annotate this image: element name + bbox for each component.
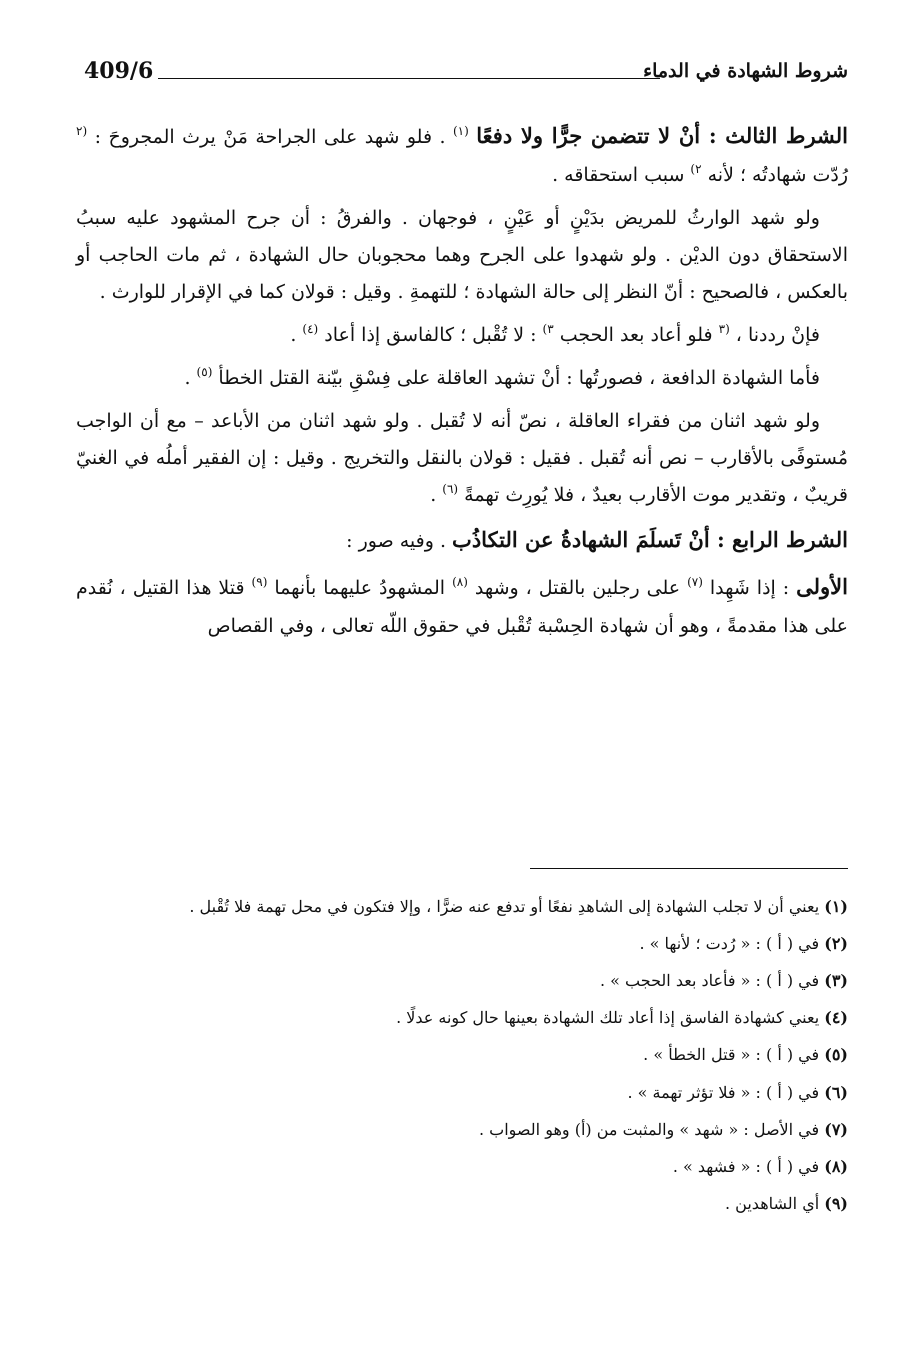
footnote-text: في الأصل : « شهد » والمثبت من (أ) وهو الصواب . [478, 1119, 825, 1139]
case-label: الأولى [796, 574, 848, 600]
footnote-text: في ( أ ) : « قتل الخطأ » . [643, 1045, 825, 1065]
paragraph-text: . [430, 484, 443, 507]
footnote-text: أي الشاهدين . [725, 1193, 825, 1213]
footnote-number: (٥) [824, 1045, 848, 1065]
footnote [76, 925, 848, 962]
footnote-number: (٨) [824, 1156, 848, 1176]
paragraph-poor [76, 403, 848, 514]
footnote-ref: (١) [452, 124, 469, 138]
paragraph-text: رُدّت شهادتُه ؛ لأنه [701, 163, 848, 186]
footnote-ref: (٥) [196, 365, 213, 380]
page-number: 409/6 [84, 58, 154, 84]
footnote [76, 1036, 848, 1073]
footnote-ref: ٣) [542, 322, 554, 337]
footnotes [76, 888, 848, 1222]
footnote-ref: (٩) [251, 575, 268, 590]
footnote-text: في ( أ ) : « رُدت ؛ لأنها » . [639, 934, 825, 954]
footnote-text: في ( أ ) : « فشهد » . [672, 1156, 825, 1176]
footnote-number: (١) [824, 897, 848, 916]
paragraph-text: فأما الشهادة الدافعة ، فصورتُها : أنْ تشهد العاقلة على فِسْقِ بيّنة القتل الخطأ [212, 367, 820, 390]
paragraph-text: قتلا هذا القتيل ، نُقدم على هذا مقدمةً ، وهو أن شهادة الحِسْبة تُقْبل في حقوق اللّه تعالى ، وفي القصاص [76, 577, 848, 638]
paragraph-text: : إذا شَهِدا [702, 577, 797, 600]
footnote-number: (٦) [824, 1082, 848, 1102]
page-header [80, 58, 848, 92]
paragraph-text: : لا تُقْبل ؛ كالفاسق إذا أعاد [318, 324, 543, 347]
footnote-ref: (٤) [302, 322, 319, 337]
condition-label: الشرط الثالث : [700, 123, 848, 148]
footnote [76, 1185, 848, 1222]
footnote-text: في ( أ ) : « فأعاد بعد الحجب » . [600, 971, 825, 991]
footnote [76, 1148, 848, 1185]
footnote-separator [530, 868, 848, 869]
footnote-number: (٣) [824, 971, 848, 991]
paragraph-text: . [290, 324, 303, 347]
footnote-ref: (٣ [718, 322, 730, 337]
paragraph-heir: ولو شهد الوارثُ للمريض بدَيْنٍ أو عَيْنٍ ، فوجهان . والفرقُ : أن جرح المشهود عليه سببُ الاستحقاق دون الديْن . ولو شهدوا على الجرح وهما محجوبان حال الشهادة ، ثم مات الحاجب أو بالعكس ، فالصحيح : أنّ النظر إلى حالة الشهادة ؛ للتهمةِ . وقيل : قولان كما في الإقرار للوارث . [76, 206, 848, 304]
condition-title: أنْ لا تتضمن جرًّا ولا دفعًا [476, 123, 701, 148]
main-text [76, 116, 848, 651]
paragraph-text: سبب استحقاقه . [552, 163, 691, 186]
running-title: شروط الشهادة في الدماء [643, 60, 848, 82]
footnote-number: (٧) [824, 1119, 848, 1139]
footnote-text: يعني كشهادة الفاسق إذا أعاد تلك الشهادة بعينها حال كونه عدلًا . [396, 1008, 825, 1028]
footnote [76, 999, 848, 1036]
footnote-number: (٤) [824, 1008, 848, 1028]
footnote-ref: (٨) [452, 575, 468, 590]
paragraph-text: على رجلين بالقتل ، وشهد [467, 577, 688, 600]
footnote [76, 1111, 848, 1148]
paragraph-text: . وفيه صور : [346, 530, 453, 553]
footnote [76, 962, 848, 999]
footnote-ref: ٢) [690, 161, 702, 176]
footnote-ref: (٧) [687, 575, 703, 590]
header-rule [158, 78, 660, 79]
paragraph-condition-three [76, 116, 848, 194]
paragraph-first-case [76, 567, 848, 645]
condition-label: الشرط الرابع : [709, 527, 848, 553]
paragraph-text: المشهودُ عليهما بأنهما [267, 577, 453, 600]
footnote [76, 888, 848, 925]
paragraph-reject [76, 317, 848, 354]
paragraph-text: فلو أعاد بعد الحجب [553, 324, 719, 347]
footnote [76, 1074, 848, 1111]
paragraph-text: ولو شهد اثنان من فقراء العاقلة ، نصّ أنه لا تُقبل . ولو شهد اثنان من الأباعد – مع أن الواجب مُستوفًى بالأقارب – نص أنه تُقبل . فقيل : قولان بالنقل والتخريج . وقيل : إن الفقير أملُه في الغنيّ قريبٌ ، وتقدير موت الأقارب بعيدٌ ، فلا يُورِث تهمةً [76, 410, 848, 507]
paragraph-text: . [184, 367, 197, 390]
footnote-text: يعني أن لا تجلب الشهادة إلى الشاهدِ نفعًا أو تدفع عنه ضرًّا ، وإلا فتكون في محل تهمة فلا تُقْبل . [189, 897, 825, 916]
footnote-number: (٢) [824, 934, 848, 954]
footnote-number: (٩) [824, 1193, 848, 1213]
paragraph-repelling [76, 360, 848, 397]
footnote-ref: (٦) [442, 482, 459, 497]
condition-title: أنْ تَسلَمَ الشهادةُ عن التكاذُب [452, 527, 710, 553]
footnote-text: في ( أ ) : « فلا تؤثر تهمة » . [627, 1082, 825, 1102]
paragraph-condition-four [76, 520, 848, 561]
paragraph-text: فإنْ رددنا ، [729, 324, 820, 347]
paragraph-text: . فلو شهد على الجراحة مَنْ يرث المجروحَ : [87, 126, 453, 148]
footnote-ref: (٢ [76, 124, 88, 138]
